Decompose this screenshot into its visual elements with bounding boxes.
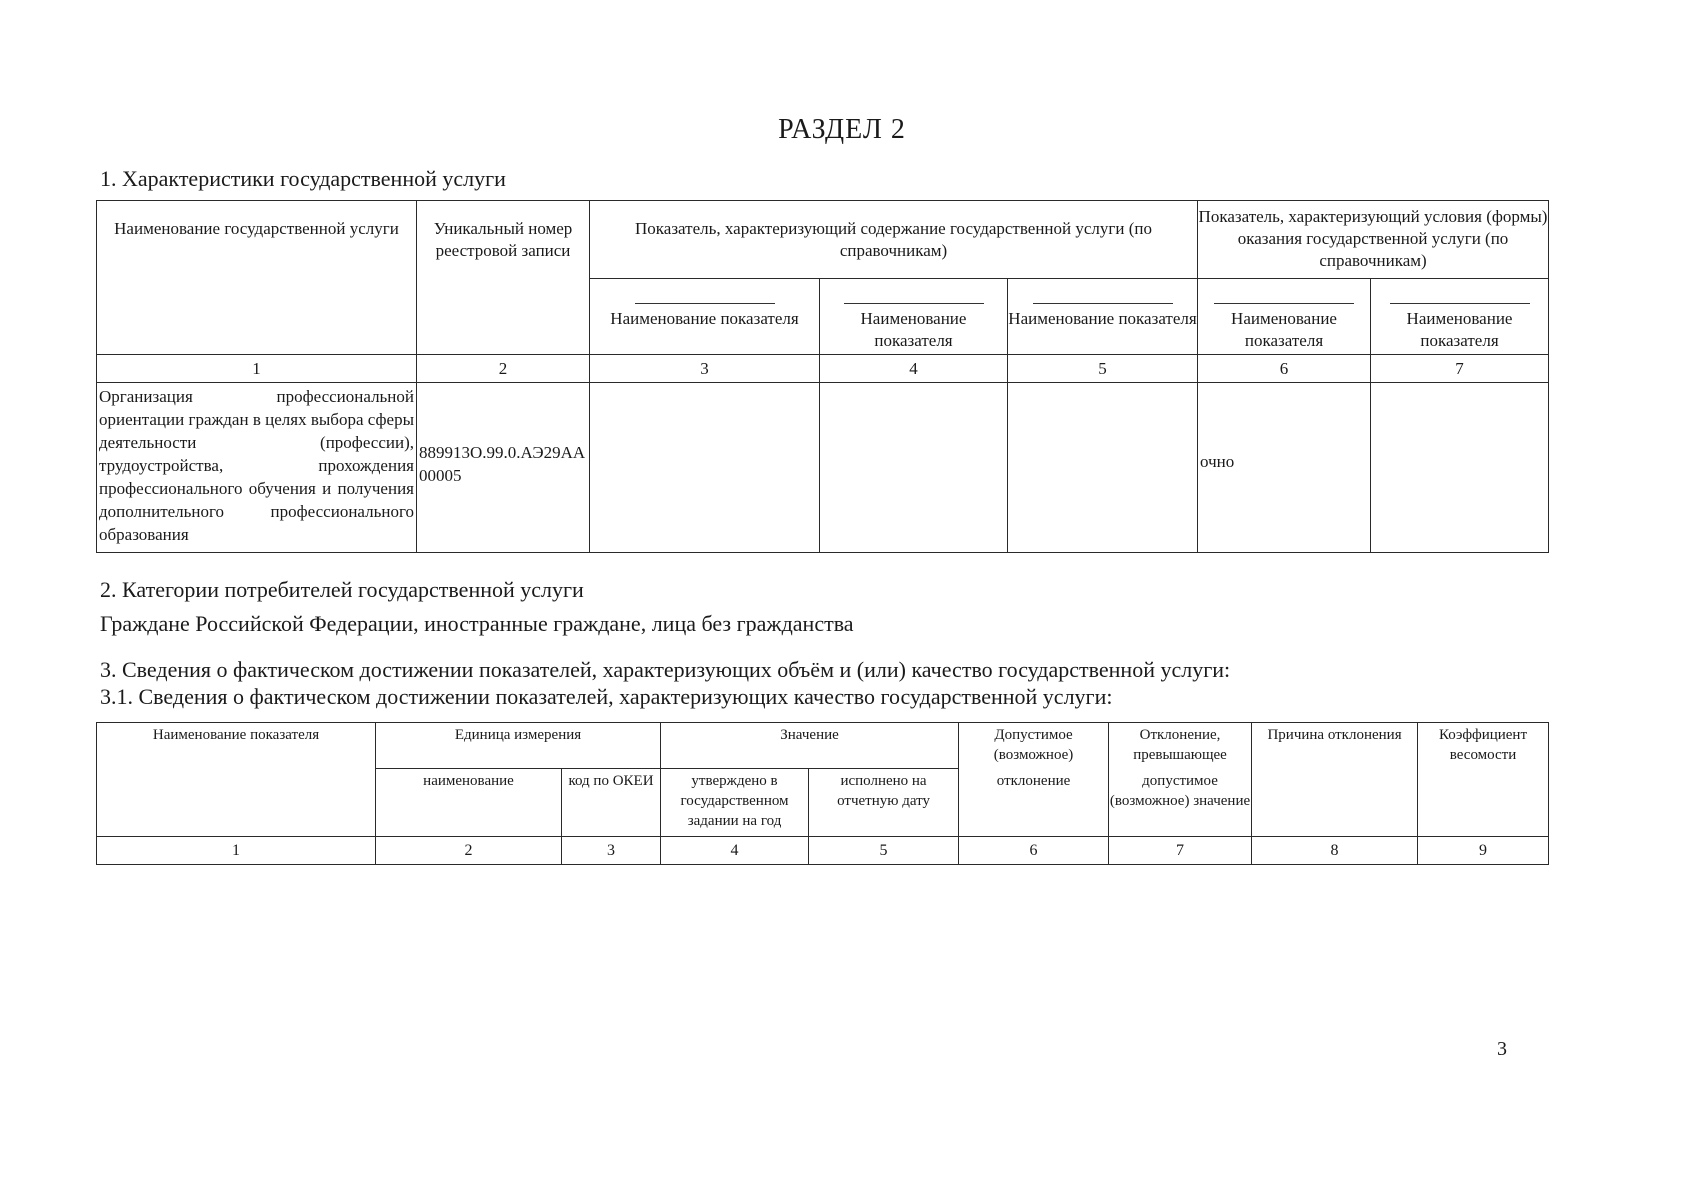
header-conditions-indicator: Показатель, характеризующий условия (формы) оказания государственной услуги (по справочникам) <box>1198 201 1549 279</box>
header-exceeding-deviation: Отклонение, превышающее <box>1109 723 1252 769</box>
column-number: 4 <box>661 837 809 865</box>
column-number: 4 <box>820 355 1008 383</box>
header-content-indicator: Показатель, характеризующий содержание государственной услуги (по справочникам) <box>590 201 1198 279</box>
subheader-indicator-name: Наименование показателя <box>1198 279 1371 355</box>
subheader-indicator-name: Наименование показателя <box>590 279 820 355</box>
heading-quality-indicators: 3.1. Сведения о фактическом достижении показателей, характеризующих качество государственной услуги: <box>100 684 1113 709</box>
service-name-cell: Организация профессиональной ориентации граждан в целях выбора сферы деятельности (профессии), трудоустройства, прохождения профессионального обучения и получения дополнительного профессионального образования <box>97 383 417 553</box>
column-number: 7 <box>1109 837 1252 865</box>
subheader-indicator-name: Наименование показателя <box>820 279 1008 355</box>
column-number: 7 <box>1371 355 1549 383</box>
header-registry-number: Уникальный номер реестровой записи <box>417 201 590 355</box>
column-number: 5 <box>1008 355 1198 383</box>
consumer-categories-text: Граждане Российской Федерации, иностранные граждане, лица без гражданства <box>100 611 854 636</box>
service-characteristics-table <box>96 200 1549 553</box>
content-indicator-cell <box>590 383 820 553</box>
subheader-done-value: исполнено на отчетную дату <box>809 769 959 837</box>
heading-indicators-achievement: 3. Сведения о фактическом достижении показателей, характеризующих объём и (или) качество государственной услуги: <box>100 657 1231 682</box>
header-service-name: Наименование государственной услуги <box>97 201 417 355</box>
page-number: 3 <box>1497 1038 1507 1060</box>
blank-line <box>1214 303 1354 304</box>
subheader-okei-code: код по ОКЕИ <box>562 769 661 837</box>
blank-line <box>635 303 775 304</box>
column-number: 1 <box>97 837 376 865</box>
column-number: 3 <box>562 837 661 865</box>
column-number: 6 <box>1198 355 1371 383</box>
condition-indicator-cell <box>1371 383 1549 553</box>
column-number: 8 <box>1252 837 1418 865</box>
heading-service-characteristics: 1. Характеристики государственной услуги <box>100 166 506 191</box>
column-number: 2 <box>417 355 590 383</box>
service-form-cell: очно <box>1198 383 1371 553</box>
column-number: 1 <box>97 355 417 383</box>
header-unit: Единица измерения <box>376 723 661 769</box>
subheader-unit-name: наименование <box>376 769 562 837</box>
blank-line <box>844 303 984 304</box>
header-exceeding-deviation-bottom: допустимое (возможное) значение <box>1109 769 1252 837</box>
blank-line <box>1033 303 1173 304</box>
header-indicator-name: Наименование показателя <box>97 723 376 837</box>
subheader-approved-value: утверждено в государственном задании на год <box>661 769 809 837</box>
subheader-indicator-name: Наименование показателя <box>1008 279 1198 355</box>
content-indicator-cell <box>1008 383 1198 553</box>
column-number: 3 <box>590 355 820 383</box>
header-value: Значение <box>661 723 959 769</box>
blank-line <box>1390 303 1530 304</box>
heading-consumer-categories: 2. Категории потребителей государственной услуги <box>100 577 584 602</box>
subheader-indicator-name: Наименование показателя <box>1371 279 1549 355</box>
column-number: 9 <box>1418 837 1549 865</box>
column-number: 5 <box>809 837 959 865</box>
column-number: 6 <box>959 837 1109 865</box>
header-deviation-reason: Причина отклонения <box>1252 723 1418 837</box>
header-weight-coefficient: Коэффициент весомости <box>1418 723 1549 837</box>
column-number: 2 <box>376 837 562 865</box>
header-allowed-deviation-bottom: отклонение <box>959 769 1109 837</box>
registry-number-cell: 889913О.99.0.АЭ29АА00005 <box>417 383 590 553</box>
section-title: РАЗДЕЛ 2 <box>778 114 906 145</box>
content-indicator-cell <box>820 383 1008 553</box>
header-allowed-deviation: Допустимое (возможное) <box>959 723 1109 769</box>
quality-indicators-table <box>96 722 1549 865</box>
